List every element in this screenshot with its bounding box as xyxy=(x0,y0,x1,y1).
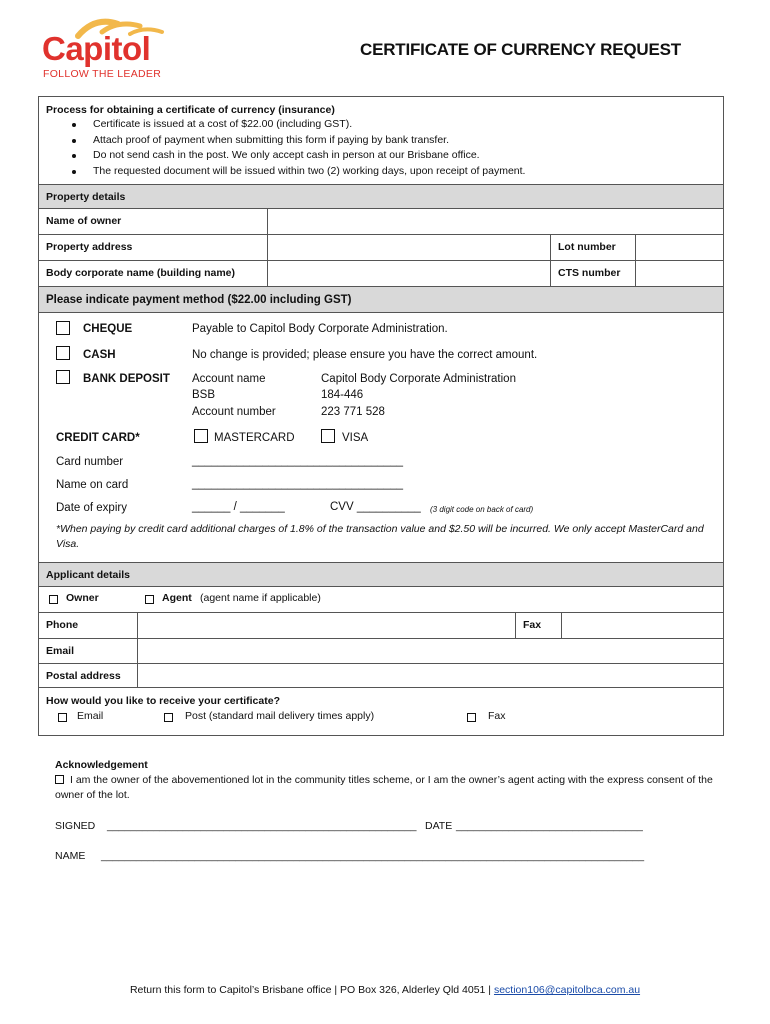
mastercard-checkbox[interactable] xyxy=(194,429,208,443)
cts-number-label: CTS number xyxy=(558,267,621,279)
body-corporate-row xyxy=(39,261,723,287)
lot-number-field[interactable] xyxy=(636,235,723,260)
agent-label: Agent xyxy=(162,592,192,604)
process-item: The requested document will be issued within two (2) working days, upon receipt of payment. xyxy=(72,164,716,180)
bank-deposit-label: BANK DEPOSIT xyxy=(83,373,170,385)
agent-checkbox[interactable] xyxy=(145,595,154,604)
account-name-value: Capitol Body Corporate Administration xyxy=(321,373,516,385)
acknowledgement-section xyxy=(55,758,715,803)
acknowledgement-text-block xyxy=(55,773,715,803)
email-label: Email xyxy=(46,645,75,657)
email-field[interactable] xyxy=(138,639,723,663)
cheque-checkbox[interactable] xyxy=(56,321,70,335)
card-number-label: Card number xyxy=(56,456,124,468)
fax-label: Fax xyxy=(523,619,542,631)
cts-number-field[interactable] xyxy=(636,261,723,286)
body-corporate-field[interactable] xyxy=(268,261,550,286)
postal-address-field[interactable] xyxy=(138,664,723,687)
property-details-header: Property details xyxy=(39,184,723,209)
expiry-label: Date of expiry xyxy=(56,502,127,514)
receive-section xyxy=(39,687,723,735)
credit-card-label: CREDIT CARD* xyxy=(56,432,140,444)
process-item: Do not send cash in the post. We only accept cash in person at our Brisbane office. xyxy=(72,148,716,164)
name-on-card-field[interactable]: _________________________________ xyxy=(192,478,404,490)
agent-note: (agent name if applicable) xyxy=(200,592,321,604)
body-corporate-label: Body corporate name (building name) xyxy=(46,267,236,279)
owner-name-field[interactable] xyxy=(268,209,723,234)
bank-deposit-checkbox[interactable] xyxy=(56,370,70,384)
owner-checkbox[interactable] xyxy=(49,595,58,604)
receive-post-label: Post (standard mail delivery times apply) xyxy=(185,710,375,722)
cheque-text: Payable to Capitol Body Corporate Administration. xyxy=(192,323,448,335)
signed-field[interactable]: _____________________________________________________ xyxy=(107,820,417,832)
cvv-note: (3 digit code on back of card) xyxy=(430,505,534,514)
phone-field[interactable] xyxy=(138,613,515,638)
account-number-value: 223 771 528 xyxy=(321,406,385,418)
visa-label: VISA xyxy=(342,432,369,444)
owner-name-row xyxy=(39,209,723,235)
process-list xyxy=(72,117,716,179)
mastercard-label: MASTERCARD xyxy=(214,432,295,444)
capitol-logo xyxy=(40,18,190,82)
applicant-details-header: Applicant details xyxy=(39,562,723,587)
receive-question: How would you like to receive your certificate? xyxy=(46,695,280,707)
fax-field[interactable] xyxy=(562,613,723,638)
cash-checkbox[interactable] xyxy=(56,346,70,360)
payment-section xyxy=(39,312,723,562)
name-field[interactable]: _____________________________________________________________________________________________ xyxy=(101,850,645,862)
email-row xyxy=(39,639,723,664)
property-address-label: Property address xyxy=(46,241,133,253)
signed-label: SIGNED xyxy=(55,820,96,832)
receive-email-checkbox[interactable] xyxy=(58,713,67,722)
cvv-field[interactable]: CVV __________ xyxy=(330,501,421,513)
phone-row xyxy=(39,613,723,639)
date-label: DATE xyxy=(425,820,453,832)
postal-address-label: Postal address xyxy=(46,670,121,682)
acknowledgement-title: Acknowledgement xyxy=(55,759,148,771)
owner-name-label: Name of owner xyxy=(46,215,122,227)
applicant-type-row xyxy=(39,587,723,613)
account-number-label: Account number xyxy=(192,406,276,418)
receive-post-checkbox[interactable] xyxy=(164,713,173,722)
payment-method-header: Please indicate payment method ($22.00 including GST) xyxy=(39,286,723,313)
lot-number-label: Lot number xyxy=(558,241,616,253)
bullet-icon xyxy=(72,170,76,174)
bsb-value: 184-446 xyxy=(321,389,364,401)
bsb-label: BSB xyxy=(192,389,216,401)
process-section xyxy=(39,97,723,184)
acknowledgement-text: I am the owner of the abovementioned lot in the community titles scheme, or I am the owner’s agent acting with the express consent of the owner of the lot. xyxy=(55,774,713,801)
cheque-label: CHEQUE xyxy=(83,323,133,335)
owner-label: Owner xyxy=(66,592,99,604)
process-title: Process for obtaining a certificate of currency (insurance) xyxy=(46,104,335,116)
expiry-field[interactable]: ______ / _______ xyxy=(192,501,285,513)
postal-address-row xyxy=(39,664,723,688)
property-address-row xyxy=(39,235,723,261)
bullet-icon xyxy=(72,154,76,158)
account-name-label: Account name xyxy=(192,373,266,385)
footer-text: Return this form to Capitol’s Brisbane office | PO Box 326, Alderley Qld 4051 | xyxy=(129,984,492,996)
name-label: NAME xyxy=(55,850,86,862)
credit-card-note: *When paying by credit card additional charges of 1.8% of the transaction value and $2.50 will be incurred. We only accept MasterCard and Visa. xyxy=(56,523,704,550)
bullet-icon xyxy=(72,123,76,127)
name-on-card-label: Name on card xyxy=(56,479,129,491)
receive-email-label: Email xyxy=(77,710,104,722)
logo-tagline: FOLLOW THE LEADER xyxy=(43,68,162,80)
receive-fax-checkbox[interactable] xyxy=(467,713,476,722)
footer xyxy=(0,984,770,996)
cash-text: No change is provided; please ensure you have the correct amount. xyxy=(192,349,538,361)
date-field[interactable]: ________________________________ xyxy=(456,820,643,832)
receive-fax-label: Fax xyxy=(488,710,506,722)
footer-email-link[interactable]: section106@capitolbca.com.au xyxy=(493,984,641,996)
visa-checkbox[interactable] xyxy=(321,429,335,443)
logo-wordmark: Capitol xyxy=(42,30,151,67)
cash-label: CASH xyxy=(83,349,116,361)
card-number-field[interactable]: _________________________________ xyxy=(192,455,404,467)
acknowledgement-checkbox[interactable] xyxy=(55,775,64,784)
request-form xyxy=(38,96,724,736)
bullet-icon xyxy=(72,139,76,143)
process-item: Attach proof of payment when submitting this form if paying by bank transfer. xyxy=(72,133,716,149)
process-item: Certificate is issued at a cost of $22.00 (including GST). xyxy=(72,117,716,133)
property-address-field[interactable] xyxy=(268,235,550,260)
phone-label: Phone xyxy=(46,619,79,631)
page-title: CERTIFICATE OF CURRENCY REQUEST xyxy=(360,40,681,59)
